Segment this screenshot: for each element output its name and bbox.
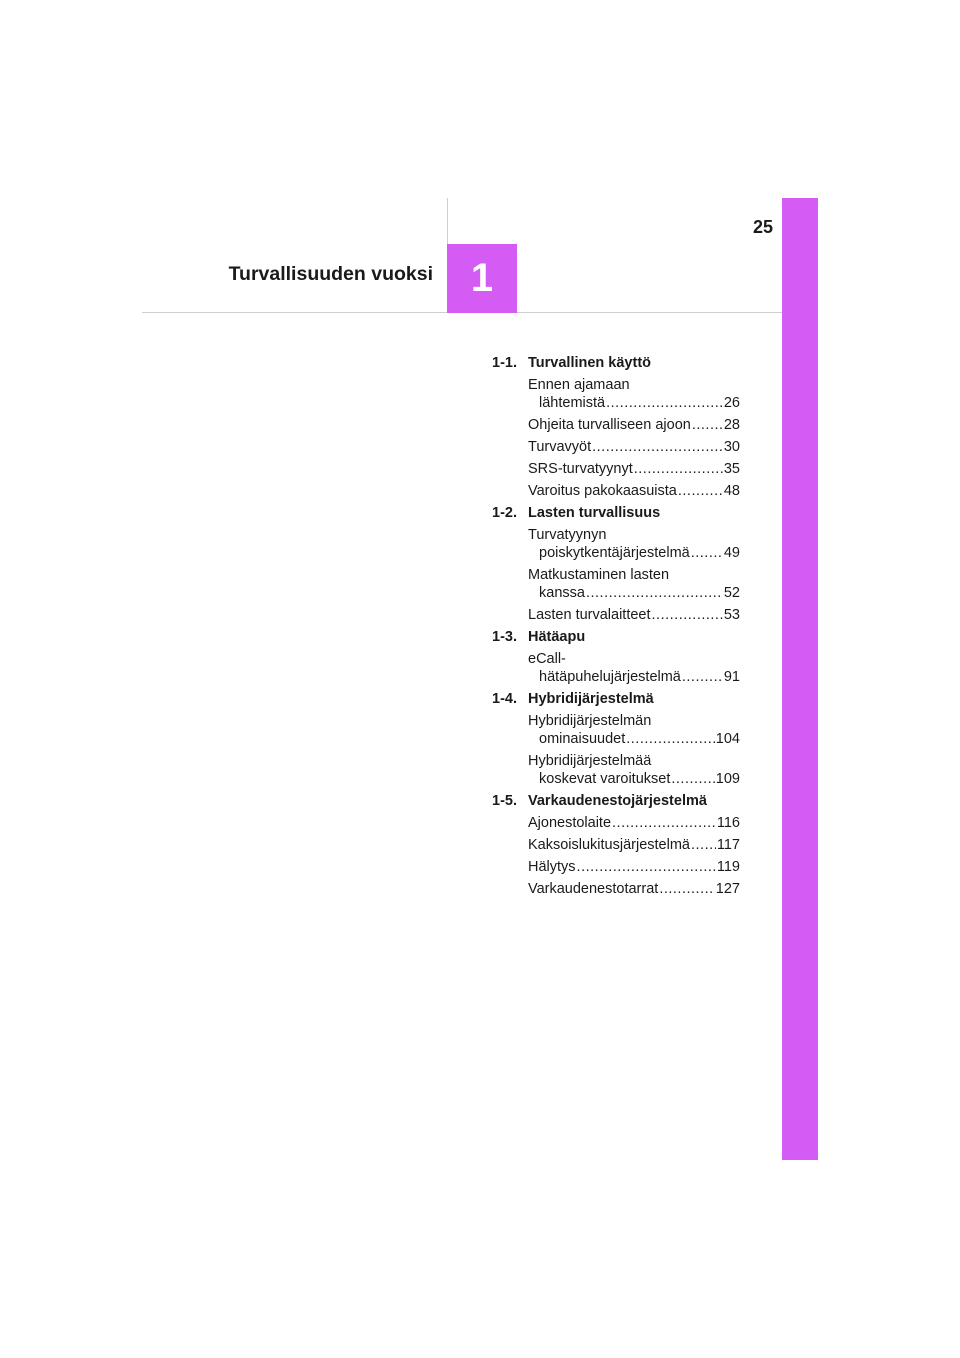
header-vertical-rule (447, 198, 448, 244)
toc-section-number: 1-5. (492, 793, 517, 809)
chapter-number-box (447, 244, 517, 313)
toc-entry[interactable] (528, 814, 740, 832)
dot-leader (606, 394, 723, 412)
dot-leader (586, 584, 723, 602)
dot-leader (626, 730, 715, 748)
toc-entry-page: 48 (723, 483, 740, 499)
toc-entry-text: Lasten turvalaitteet (528, 607, 651, 623)
toc-section-number: 1-1. (492, 355, 517, 371)
toc-entry-text: Varkaudenestotarrat (528, 881, 659, 897)
toc-entry-text: Hybridijärjestelmää (528, 753, 652, 769)
toc-entry-text: Ennen ajamaan (528, 377, 630, 393)
toc-entry-page: 116 (716, 815, 740, 831)
toc-entry[interactable] (528, 880, 740, 898)
toc-section-heading[interactable] (492, 792, 740, 810)
dot-leader (678, 482, 723, 500)
dot-leader (634, 460, 723, 478)
toc-entry-page: 30 (723, 439, 740, 455)
toc-entry-text: Turvatyynyn (528, 527, 607, 543)
toc-entry[interactable] (528, 858, 740, 876)
toc-entry-text: Varoitus pakokaasuista (528, 483, 677, 499)
toc-entry[interactable] (528, 438, 740, 456)
page-number: 25 (752, 217, 773, 237)
toc-entry-text: Ohjeita turvalliseen ajoon (528, 417, 691, 433)
toc-section (492, 792, 740, 898)
toc-entry-page: 26 (723, 395, 740, 411)
toc-section-title: Hybridijärjestelmä (528, 691, 654, 707)
toc-section-title: Varkaudenestojärjestelmä (528, 793, 707, 809)
toc-entry-page: 28 (723, 417, 740, 433)
toc-entry[interactable] (528, 650, 740, 686)
toc-entry-text: hätäpuhelujärjestelmä (539, 669, 681, 685)
dot-leader (592, 438, 723, 456)
toc-entry[interactable] (528, 460, 740, 478)
toc-entry-page: 109 (715, 771, 740, 787)
toc-entry-page: 104 (715, 731, 740, 747)
toc-entry-text: Hälytys (528, 859, 576, 875)
toc-entry-text: eCall- (528, 651, 566, 667)
toc-section-title: Turvallinen käyttö (528, 355, 652, 371)
toc-section-number: 1-3. (492, 629, 517, 645)
toc-section-heading[interactable] (492, 354, 740, 372)
toc-entry[interactable] (528, 752, 740, 788)
dot-leader (659, 880, 714, 898)
toc-entry-page: 49 (723, 545, 740, 561)
table-of-contents (492, 354, 740, 902)
dot-leader (691, 544, 723, 562)
toc-section-title: Hätäapu (528, 629, 586, 645)
toc-entry-text: Ajonestolaite (528, 815, 612, 831)
toc-entry-text: ominaisuudet (539, 731, 626, 747)
toc-section-number: 1-4. (492, 691, 517, 707)
toc-entry-page: 52 (723, 585, 740, 601)
toc-entry[interactable] (528, 482, 740, 500)
toc-entry[interactable] (528, 416, 740, 434)
toc-entry-page: 35 (723, 461, 740, 477)
toc-entry-text: Kaksoislukitusjärjestelmä (528, 837, 690, 853)
toc-section (492, 628, 740, 686)
dot-leader (691, 836, 716, 854)
dot-leader (612, 814, 716, 832)
toc-entry-text: Hybridijärjestelmän (528, 713, 652, 729)
toc-entry[interactable] (528, 712, 740, 748)
toc-entry[interactable] (528, 606, 740, 624)
toc-entry-text: koskevat varoitukset (539, 771, 671, 787)
chapter-number: 1 (470, 256, 494, 300)
toc-entry-text: SRS-turvatyynyt (528, 461, 633, 477)
toc-section-heading[interactable] (492, 628, 740, 646)
toc-entry-text: kanssa (539, 585, 585, 601)
toc-entry-page: 119 (716, 859, 740, 875)
chapter-title: Turvallisuuden vuoksi (228, 263, 433, 285)
toc-entry-text: Matkustaminen lasten (528, 567, 670, 583)
chapter-side-tab (782, 198, 818, 1160)
toc-entry-page: 53 (723, 607, 740, 623)
toc-entry-page: 91 (723, 669, 740, 685)
toc-entry[interactable] (528, 526, 740, 562)
toc-section (492, 504, 740, 624)
dot-leader (652, 606, 723, 624)
toc-entry[interactable] (528, 566, 740, 602)
dot-leader (671, 770, 714, 788)
dot-leader (692, 416, 723, 434)
toc-section-number: 1-2. (492, 505, 517, 521)
toc-entry-text: lähtemistä (539, 395, 606, 411)
toc-section-title: Lasten turvallisuus (528, 505, 661, 521)
toc-entry-page: 117 (716, 837, 740, 853)
toc-entry-text: poiskytkentäjärjestelmä (539, 545, 690, 561)
dot-leader (577, 858, 716, 876)
toc-section-heading[interactable] (492, 690, 740, 708)
dot-leader (682, 668, 723, 686)
toc-section-heading[interactable] (492, 504, 740, 522)
toc-entry[interactable] (528, 376, 740, 412)
toc-entry[interactable] (528, 836, 740, 854)
toc-entry-page: 127 (715, 881, 740, 897)
toc-entry-text: Turvavyöt (528, 439, 592, 455)
toc-section (492, 354, 740, 500)
toc-section (492, 690, 740, 788)
